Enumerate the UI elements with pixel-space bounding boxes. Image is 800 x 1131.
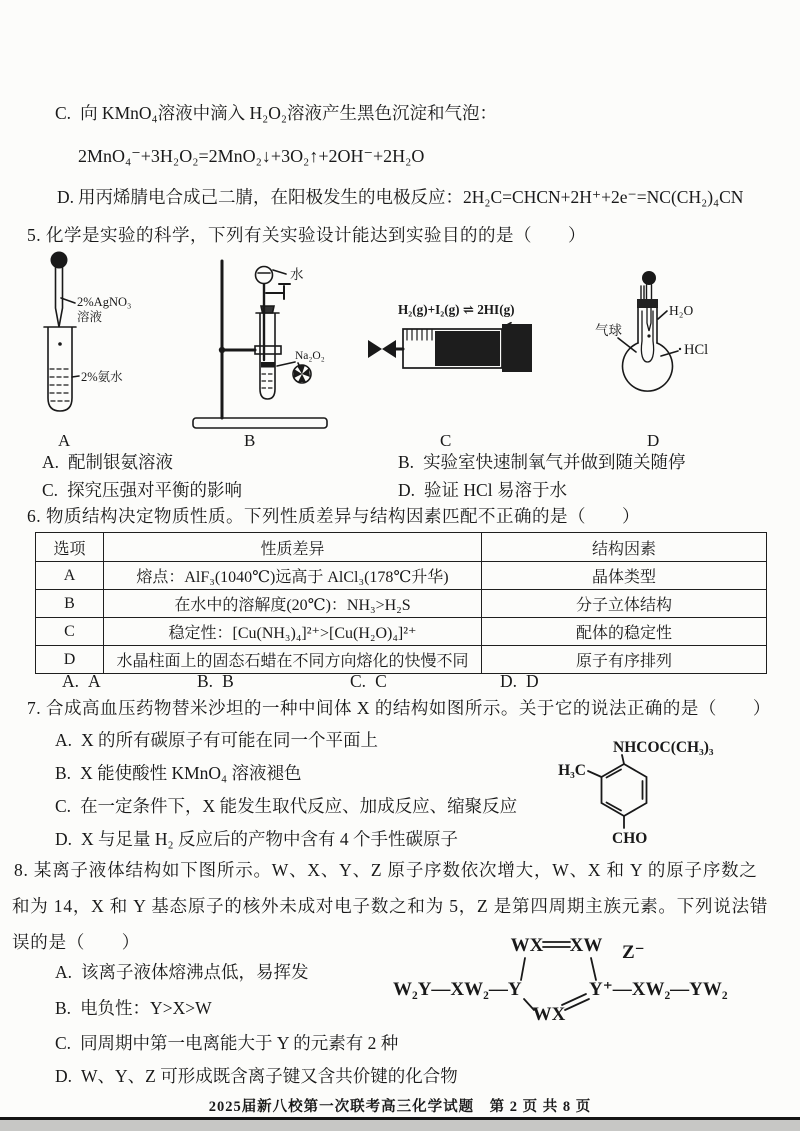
q8-option-c: C. 同周期中第一电离能大于 Y 的元素有 2 种 [55,1033,399,1053]
label-equilibrium-equation: H₂(g)+I₂(g) ⇌ 2HI(g) [398,302,515,317]
table-row: D 水晶柱面上的固态石蜡在不同方向熔化的快慢不同 原子有序排列 [36,646,767,674]
table-row: C 稳定性：[Cu(NH₃)₄]²⁺>[Cu(H₂O)₄]²⁺ 配体的稳定性 [36,618,767,646]
header-option: 选项 [36,533,104,562]
q7-option-a: A. X 的所有碳原子有可能在同一个平面上 [55,730,379,750]
q8-option-a: A. 该离子液体熔沸点低，易挥发 [55,962,309,982]
clamp-icon [255,346,281,354]
right-chain-label: Y⁺—XW₂—YW₂ [589,979,728,1000]
label-h2o: H₂O [669,303,694,318]
ring-double-bond-bottom-right [565,999,589,1010]
q8-stem-line3: 误的是（ ） [12,932,141,952]
q7-option-c: C. 在一定条件下，X 能发生取代反应、加成反应、缩聚反应 [55,796,518,816]
scan-edge-strip [0,1120,800,1131]
bond-to-methyl [588,771,602,777]
prev-option-d-text: 用丙烯腈电合成己二腈，在阳极发生的电极反应： [78,187,464,207]
apparatus-b-diagram [185,253,345,433]
prev-option-d-label: D. [57,187,75,207]
caption-c: C [440,431,452,450]
q6-option-b: B. B [197,671,234,691]
na2o2-band [261,362,275,368]
table-header-row [36,533,767,562]
left-chain-label: W₂Y—XW₂—Y [393,979,522,1000]
table-row: A 熔点：AlF₃(1040℃)远高于 AlCl₃(178℃升华) 晶体类型 [36,562,767,590]
caption-d: D [647,431,660,450]
stopper-icon [637,299,658,308]
label-agno3: 2%AgNO₃ [77,295,132,309]
scale-ticks [407,330,432,340]
dropper-tube-icon [641,285,652,299]
q7-option-d: D. X 与足量 H₂ 反应后的产物中含有 4 个手性碳原子 [55,829,459,849]
stand-base-icon [193,418,327,428]
label-balloon: 气球 [595,323,622,338]
header-factor: 结构因素 [482,533,767,562]
q6-stem: 6. 物质结构决定物质性质。下列性质差异与结构因素匹配不正确的是（ ） [27,506,640,526]
q6-option-d: D. D [500,671,539,691]
page-footer: 2025届新八校第一次联考高三化学试题 第 2 页 共 8 页 [208,1099,592,1115]
liquid-dashes [262,374,274,388]
benzene-ring-icon [602,764,647,816]
funnel-bulb-icon [256,267,273,284]
q5-option-d: D. 验证 HCl 易溶于水 [398,480,567,500]
q7-molecule-diagram [558,726,800,856]
q6-option-c: C. C [350,671,387,691]
stopcock-icon [266,284,290,299]
ring-top-left-label: WX [510,935,544,956]
label-pointer [72,376,79,377]
ring-bottom-label: WX [532,1004,566,1025]
dropper-bulb-icon [642,271,656,285]
prev-option-c-text: 向 KMnO₄溶液中滴入 H₂O₂溶液产生黑色沉淀和气泡： [80,103,497,123]
label-pointer [298,363,299,365]
label-rongye: 溶液 [77,310,103,324]
prev-option-d [57,187,743,209]
table-row: B 在水中的溶解度(20℃)：NH₃>H₂S 分子立体结构 [36,590,767,618]
q5-option-a: A. 配制银氨溶液 [42,452,174,472]
molecule-amide-label: NHCOC(CH₃)₃ [613,739,714,756]
q8-stem-line1: 8. 某离子液体结构如下图所示。W、X、Y、Z 原子序数依次增大，W、X 和 Y 的原子序数之 [14,860,758,880]
molecule-methyl-label: H₃C [558,762,586,779]
header-difference: 性质差异 [104,533,482,562]
label-water: 水 [290,267,304,282]
label-ammonia: 2%氨水 [81,370,123,384]
bond-to-amide [622,755,624,764]
prev-option-c [55,103,497,125]
q5-option-b: B. 实验室快速制氧气并做到随关随停 [398,452,686,472]
caption-a: A [58,431,71,450]
anion-label: Z⁻ [622,942,645,963]
q8-ionic-liquid-diagram [375,918,775,1023]
q6-option-a: A. A [62,671,101,691]
ring-bond-left [521,958,525,980]
apparatus-d-diagram [578,253,758,431]
q7-stem: 7. 合成高血压药物替米沙坦的一种中间体 X 的结构如图所示。关于它的说法正确的是（ ） [27,698,771,718]
q5-stem: 5. 化学是实验的科学，下列有关实验设计能达到实验目的的是（ ） [27,225,586,245]
q8-option-b: B. 电负性：Y>X>W [55,998,212,1018]
q8-stem-line2: 和为 14，X 和 Y 基态原子的核外未成对电子数之和为 5，Z 是第四周期主族元素。下列说法错 [12,896,769,916]
label-pointer [273,270,286,274]
dropper-tube-icon [56,267,63,327]
label-hcl: HCl [684,342,709,358]
q5-option-c: C. 探究压强对平衡的影响 [42,480,243,500]
label-pointer [658,311,667,319]
liquid-dashes [50,369,70,401]
ring-bond-right [591,958,596,980]
q8-option-d: D. W、Y、Z 可形成既含离子键又含共价键的化合物 [55,1066,458,1086]
label-na2o2: Na₂O₂ [295,350,325,362]
ring-top-right-label: XW [569,935,603,956]
test-tube-icon [256,313,279,399]
caption-b: B [244,431,256,450]
molecule-cho-label: CHO [612,830,648,847]
q7-option-b: B. X 能使酸性 KMnO₄ 溶液褪色 [55,763,302,783]
q6-table [35,532,767,674]
flask-bulb-icon [623,343,673,391]
prev-equation: 2MnO₄⁻+3H₂O₂=2MnO₂↓+3O₂↑+2OH⁻+2H₂O [78,146,425,166]
dropper-bulb-icon [51,252,68,269]
apparatus-a-diagram [30,250,200,435]
prev-option-c-label: C. [55,103,72,123]
plunger-icon [435,331,500,366]
prev-option-d-formula: 2H₂C=CHCN+2H⁺+2e⁻=NC(CH₂)₄CN [463,187,744,207]
dropper-tip-icon [647,308,651,331]
label-pointer [277,362,295,366]
valve-icon [368,340,396,358]
plunger-handle-icon [502,324,532,372]
apparatus-c-diagram [358,293,568,383]
